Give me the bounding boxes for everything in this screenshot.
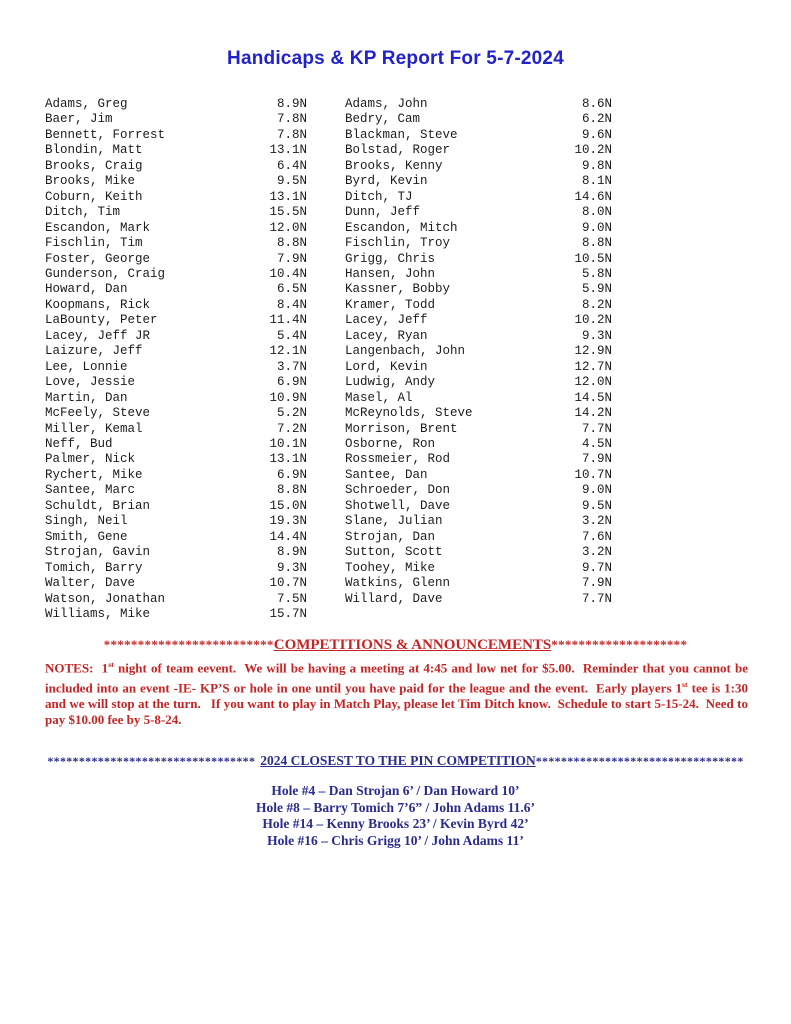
handicap-row (345, 97, 612, 112)
player-name: Walter, Dave (45, 576, 136, 591)
handicap-row (45, 221, 307, 236)
handicap-row (345, 592, 612, 607)
handicap-value: 12.0N (269, 220, 307, 235)
handicap-row (345, 190, 612, 205)
handicap-row (345, 313, 612, 328)
handicap-row (45, 391, 307, 406)
kp-header (0, 753, 791, 769)
player-name: Kramer, Todd (345, 297, 436, 312)
player-name: Morrison, Brent (345, 421, 458, 436)
player-name: Brooks, Kenny (345, 158, 443, 173)
handicap-row (345, 499, 612, 514)
handicap-row (45, 592, 307, 607)
player-name: Coburn, Keith (45, 189, 143, 204)
handicap-row (45, 545, 307, 560)
handicap-row (45, 468, 307, 483)
handicap-row (45, 112, 307, 127)
handicap-value: 7.7N (581, 591, 612, 606)
handicap-value: 13.1N (269, 452, 307, 467)
handicap-value: 7.9N (581, 452, 612, 467)
handicap-value: 9.3N (276, 560, 307, 575)
kp-hole-line: Hole #4 – Dan Strojan 6’ / Dan Howard 10’ (271, 783, 520, 799)
handicap-value: 13.1N (269, 189, 307, 204)
handicap-row (345, 298, 612, 313)
handicap-value: 8.1N (581, 174, 612, 189)
handicap-value: 8.6N (581, 97, 612, 111)
handicap-row (45, 422, 307, 437)
player-name: Singh, Neil (45, 514, 128, 529)
player-name: Ludwig, Andy (345, 375, 436, 390)
player-name: Hansen, John (345, 266, 436, 281)
handicap-value: 14.5N (574, 390, 612, 405)
handicap-value: 14.4N (269, 529, 307, 544)
handicap-row (345, 267, 612, 282)
handicap-row (45, 190, 307, 205)
player-name: Schuldt, Brian (45, 498, 151, 513)
handicap-value: 7.5N (276, 591, 307, 606)
competitions-heading: COMPETITIONS & ANNOUNCEMENTS (273, 637, 552, 654)
player-name: Bolstad, Roger (345, 143, 451, 158)
handicap-row (45, 159, 307, 174)
handicap-value: 7.8N (276, 112, 307, 127)
handicap-roster (45, 97, 791, 622)
player-name: Adams, Greg (45, 97, 128, 111)
handicap-row (45, 437, 307, 452)
competitions-stars-left: ************************* (103, 637, 274, 653)
player-name: Miller, Kemal (45, 421, 143, 436)
player-name: Sutton, Scott (345, 545, 443, 560)
player-name: Love, Jessie (45, 375, 136, 390)
handicap-value: 9.3N (581, 328, 612, 343)
handicap-value: 9.0N (581, 483, 612, 498)
handicap-row (345, 252, 612, 267)
handicap-value: 10.9N (269, 390, 307, 405)
handicap-row (345, 561, 612, 576)
handicap-value: 9.7N (581, 560, 612, 575)
handicap-value: 12.9N (574, 344, 612, 359)
handicap-value: 3.2N (581, 514, 612, 529)
player-name: Osborne, Ron (345, 436, 436, 451)
handicap-value: 8.8N (276, 483, 307, 498)
handicap-row (345, 530, 612, 545)
handicap-row (345, 329, 612, 344)
handicap-value: 3.7N (276, 359, 307, 374)
player-name: LaBounty, Peter (45, 313, 158, 328)
player-name: Fischlin, Troy (345, 236, 451, 251)
player-name: Slane, Julian (345, 514, 443, 529)
player-name: Lacey, Ryan (345, 328, 428, 343)
kp-holes-list (0, 783, 791, 849)
player-name: Fischlin, Tim (45, 236, 143, 251)
competitions-stars-right: ******************** (551, 637, 688, 653)
player-name: Willard, Dave (345, 591, 443, 606)
player-name: Neff, Bud (45, 436, 113, 451)
handicap-value: 8.2N (581, 297, 612, 312)
handicap-row (45, 267, 307, 282)
handicap-row (45, 205, 307, 220)
player-name: Baer, Jim (45, 112, 113, 127)
handicap-row (345, 159, 612, 174)
player-name: Masel, Al (345, 390, 413, 405)
handicap-row (45, 360, 307, 375)
player-name: Brooks, Mike (45, 174, 136, 189)
page-title: Handicaps & KP Report For 5-7-2024 (227, 48, 564, 69)
handicap-value: 10.5N (574, 251, 612, 266)
handicap-row (345, 282, 612, 297)
handicap-row (45, 143, 307, 158)
handicap-value: 7.8N (276, 127, 307, 142)
player-name: Ditch, TJ (345, 189, 413, 204)
player-name: Watson, Jonathan (45, 591, 166, 606)
handicap-value: 9.6N (581, 127, 612, 142)
handicap-value: 6.9N (276, 375, 307, 390)
kp-hole-line: Hole #16 – Chris Grigg 10’ / John Adams 11’ (267, 832, 524, 848)
handicap-row (345, 483, 612, 498)
handicap-value: 8.9N (276, 97, 307, 111)
player-name: Santee, Marc (45, 483, 136, 498)
handicap-value: 6.2N (581, 112, 612, 127)
handicap-value: 6.9N (276, 467, 307, 482)
handicap-value: 10.7N (269, 576, 307, 591)
handicap-value: 10.1N (269, 436, 307, 451)
player-name: Toohey, Mike (345, 560, 436, 575)
player-name: Lee, Lonnie (45, 359, 128, 374)
player-name: Smith, Gene (45, 529, 128, 544)
player-name: Kassner, Bobby (345, 282, 451, 297)
player-name: Blackman, Steve (345, 127, 458, 142)
handicap-row (345, 545, 612, 560)
handicap-value: 10.7N (574, 467, 612, 482)
handicap-value: 7.6N (581, 529, 612, 544)
handicap-row (345, 205, 612, 220)
handicap-row (45, 576, 307, 591)
handicap-value: 14.6N (574, 189, 612, 204)
player-name: McFeely, Steve (45, 406, 151, 421)
player-name: Schroeder, Don (345, 483, 451, 498)
player-name: McReynolds, Steve (345, 406, 473, 421)
handicap-row (345, 406, 612, 421)
kp-stars-left: ********************************* (47, 754, 256, 769)
handicap-value: 10.2N (574, 143, 612, 158)
handicap-value: 14.2N (574, 406, 612, 421)
handicap-row (45, 530, 307, 545)
handicap-row (345, 437, 612, 452)
handicap-value: 12.0N (574, 375, 612, 390)
player-name: Ditch, Tim (45, 205, 121, 220)
handicap-value: 15.5N (269, 205, 307, 220)
player-name: Blondin, Matt (45, 143, 143, 158)
handicap-row (45, 252, 307, 267)
player-name: Santee, Dan (345, 467, 428, 482)
player-name: Williams, Mike (45, 606, 151, 621)
player-name: Strojan, Dan (345, 529, 436, 544)
handicap-row (45, 298, 307, 313)
player-name: Rossmeier, Rod (345, 452, 451, 467)
handicap-row (345, 468, 612, 483)
handicap-value: 10.4N (269, 266, 307, 281)
notes-paragraph: NOTES: 1st night of team eevent. We will be having a meeting at 4:45 and low net for $5.00. Reminder that you cannot be included into an event -IE- KP’S or hole in one until you have paid for the league and the event. Early players 1st tee is 1:30 and we will stop at the turn. If you want to play in Match Play, please let Tim Ditch know. Schedule to start 5-15-24. Need to pay $10.00 fee by 5-8-24. (45, 660, 752, 728)
handicap-value: 5.2N (276, 406, 307, 421)
player-name: Shotwell, Dave (345, 498, 451, 513)
handicap-value: 13.1N (269, 143, 307, 158)
handicap-value: 9.5N (581, 498, 612, 513)
handicap-value: 15.0N (269, 498, 307, 513)
handicap-value: 5.9N (581, 282, 612, 297)
handicap-value: 12.7N (574, 359, 612, 374)
handicap-row (45, 313, 307, 328)
player-name: Dunn, Jeff (345, 205, 421, 220)
player-name: Tomich, Barry (45, 560, 143, 575)
handicap-row (345, 128, 612, 143)
handicap-row (45, 329, 307, 344)
handicap-value: 5.4N (276, 328, 307, 343)
player-name: Laizure, Jeff (45, 344, 143, 359)
handicap-value: 11.4N (269, 313, 307, 328)
kp-hole-line: Hole #14 – Kenny Brooks 23’ / Kevin Byrd 42’ (262, 816, 529, 832)
handicap-value: 8.0N (581, 205, 612, 220)
handicap-row (45, 406, 307, 421)
player-name: Langenbach, John (345, 344, 466, 359)
competitions-header (0, 637, 791, 654)
handicap-row (45, 514, 307, 529)
player-name: Bedry, Cam (345, 112, 421, 127)
roster-column-right (345, 97, 612, 622)
handicap-value: 8.8N (276, 236, 307, 251)
handicap-value: 7.7N (581, 421, 612, 436)
handicap-value: 7.2N (276, 421, 307, 436)
handicap-row (345, 174, 612, 189)
handicap-row (345, 221, 612, 236)
player-name: Lord, Kevin (345, 359, 428, 374)
kp-stars-right: ********************************* (535, 754, 744, 769)
handicap-value: 9.8N (581, 158, 612, 173)
handicap-row (345, 236, 612, 251)
handicap-value: 10.2N (574, 313, 612, 328)
handicap-row (45, 483, 307, 498)
handicap-row (45, 499, 307, 514)
handicap-row (345, 344, 612, 359)
handicap-row (345, 112, 612, 127)
handicap-row (345, 422, 612, 437)
player-name: Gunderson, Craig (45, 266, 166, 281)
handicap-row (45, 607, 307, 622)
player-name: Watkins, Glenn (345, 576, 451, 591)
player-name: Bennett, Forrest (45, 127, 166, 142)
handicap-value: 8.8N (581, 236, 612, 251)
player-name: Lacey, Jeff (345, 313, 428, 328)
handicap-row (45, 97, 307, 112)
handicap-row (45, 174, 307, 189)
handicap-row (45, 375, 307, 390)
player-name: Strojan, Gavin (45, 545, 151, 560)
player-name: Brooks, Craig (45, 158, 143, 173)
handicap-row (345, 576, 612, 591)
handicap-row (45, 344, 307, 359)
player-name: Palmer, Nick (45, 452, 136, 467)
handicap-value: 7.9N (276, 251, 307, 266)
player-name: Rychert, Mike (45, 467, 143, 482)
handicap-value: 9.5N (276, 174, 307, 189)
player-name: Koopmans, Rick (45, 297, 151, 312)
player-name: Escandon, Mitch (345, 220, 458, 235)
handicap-value: 6.4N (276, 158, 307, 173)
handicap-row (345, 452, 612, 467)
handicap-row (45, 128, 307, 143)
roster-column-left (45, 97, 307, 622)
player-name: Escandon, Mark (45, 220, 151, 235)
handicap-row (45, 282, 307, 297)
player-name: Lacey, Jeff JR (45, 328, 151, 343)
player-name: Howard, Dan (45, 282, 128, 297)
handicap-value: 7.9N (581, 576, 612, 591)
handicap-row (45, 452, 307, 467)
handicap-value: 8.4N (276, 297, 307, 312)
handicap-value: 9.0N (581, 220, 612, 235)
handicap-row (45, 236, 307, 251)
kp-hole-line: Hole #8 – Barry Tomich 7’6” / John Adams 11.6’ (255, 799, 536, 815)
handicap-row (345, 514, 612, 529)
handicap-row (345, 360, 612, 375)
player-name: Byrd, Kevin (345, 174, 428, 189)
handicap-row (345, 391, 612, 406)
handicap-row (345, 375, 612, 390)
handicap-row (345, 143, 612, 158)
handicap-value: 6.5N (276, 282, 307, 297)
player-name: Grigg, Chris (345, 251, 436, 266)
handicap-value: 15.7N (269, 606, 307, 621)
handicap-value: 19.3N (269, 514, 307, 529)
handicap-value: 8.9N (276, 545, 307, 560)
handicap-value: 5.8N (581, 266, 612, 281)
handicap-value: 4.5N (581, 436, 612, 451)
handicap-value: 12.1N (269, 344, 307, 359)
player-name: Adams, John (345, 97, 428, 111)
kp-heading: 2024 CLOSEST TO THE PIN COMPETITION (260, 753, 536, 769)
handicap-value: 3.2N (581, 545, 612, 560)
player-name: Martin, Dan (45, 390, 128, 405)
player-name: Foster, George (45, 251, 151, 266)
handicap-row (45, 561, 307, 576)
